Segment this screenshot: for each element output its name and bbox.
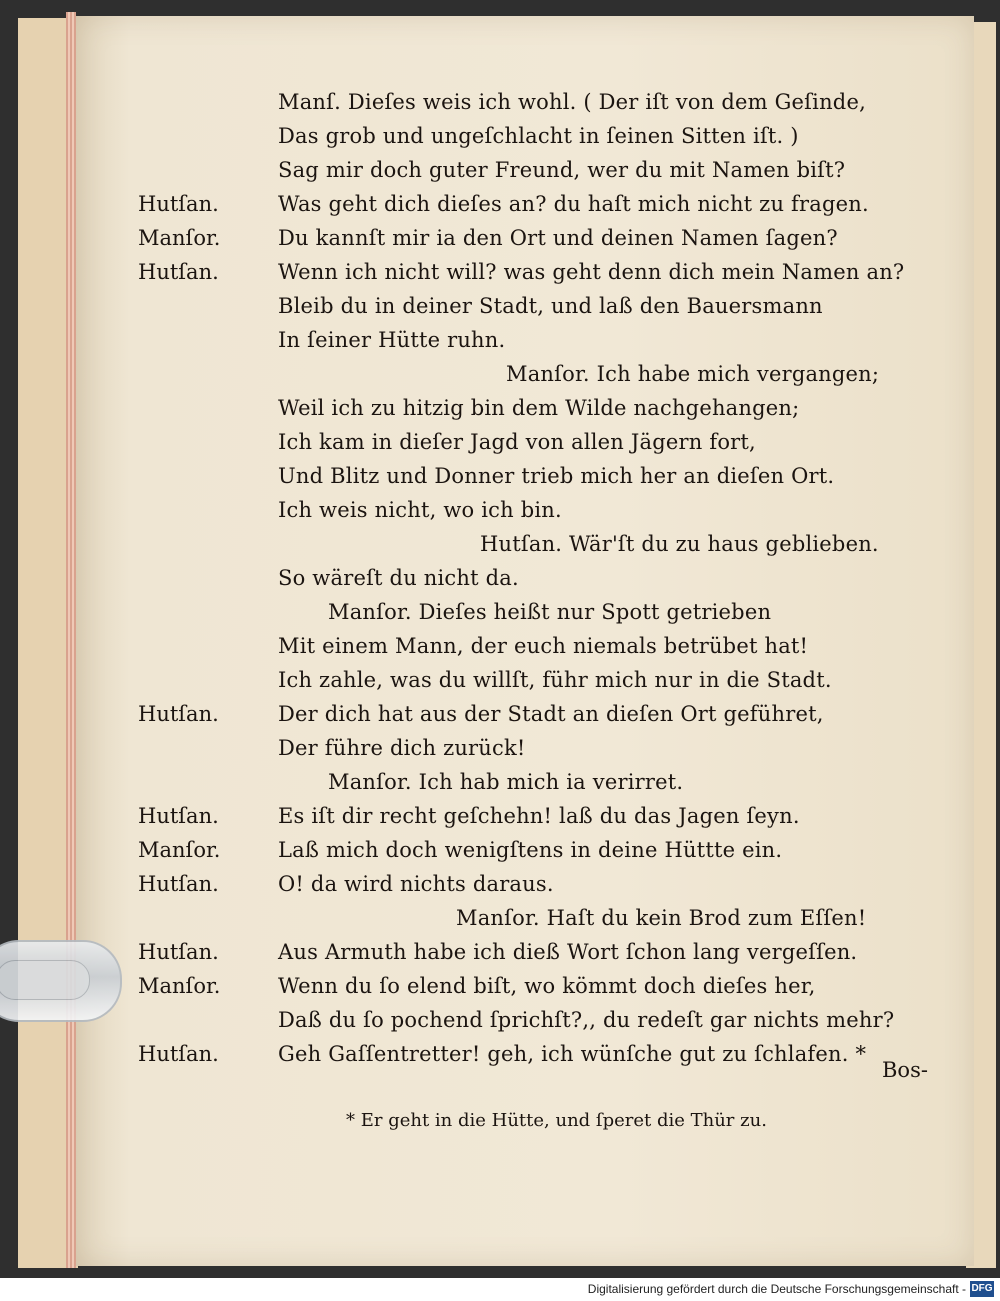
verse-line: Geh Gaſſentretter! geh, ich wünſche gut zu ſchlafen. * xyxy=(278,1042,867,1066)
verse-line: Das grob und ungeſchlacht in ſeinen Sitten iſt. ) xyxy=(278,124,799,148)
page-edges xyxy=(66,12,76,1268)
dfg-credit: Digitalisierung gefördert durch die Deutsche Forschungsgemeinschaft - xyxy=(587,1282,966,1296)
speaker-label: Manſor. xyxy=(138,838,221,862)
verse-line: Sag mir doch guter Freund, wer du mit Namen biſt? xyxy=(278,158,846,182)
verse-line: Manſor. Dieſes heißt nur Spott getrieben xyxy=(328,600,772,624)
speaker-label: Hutſan. xyxy=(138,940,219,964)
verse-line: So wäreſt du nicht da. xyxy=(278,566,519,590)
verse-line: Der dich hat aus der Stadt an dieſen Ort geführet, xyxy=(278,702,824,726)
catchword: Bos- xyxy=(882,1058,928,1082)
footnote: * Er geht in die Hütte, und ſperet die Thür zu. xyxy=(346,1110,767,1131)
speaker-label: Hutſan. xyxy=(138,192,219,216)
verse-line: Ich zahle, was du willſt, führ mich nur in die Stadt. xyxy=(278,668,832,692)
speaker-label: Hutſan. xyxy=(138,260,219,284)
verse-line: Manſor. Ich hab mich ia verirret. xyxy=(328,770,684,794)
speaker-label: Hutſan. xyxy=(138,872,219,896)
verse-line: Ich weis nicht, wo ich bin. xyxy=(278,498,562,522)
verse-line: Du kannſt mir ia den Ort und deinen Namen ſagen? xyxy=(278,226,838,250)
speaker-label: Hutſan. xyxy=(138,702,219,726)
speaker-label: Hutſan. xyxy=(138,804,219,828)
verse-line: Weil ich zu hitzig bin dem Wilde nachgehangen; xyxy=(278,396,800,420)
speaker-label: Manſor. xyxy=(138,974,221,998)
verse-line: Wenn du ſo elend biſt, wo kömmt doch dieſes her, xyxy=(278,974,816,998)
verse-line: Bleib du in deiner Stadt, und laß den Bauersmann xyxy=(278,294,823,318)
verse-line: Und Blitz und Donner trieb mich her an dieſen Ort. xyxy=(278,464,835,488)
page-clip xyxy=(0,940,122,1022)
verse-line: Was geht dich dieſes an? du haſt mich nicht zu fragen. xyxy=(278,192,869,216)
dfg-logo: DFG xyxy=(970,1281,994,1297)
verse-line: Manſor. Ich habe mich vergangen; xyxy=(506,362,880,386)
speaker-label: Hutſan. xyxy=(138,1042,219,1066)
verse-line: Manſor. Haſt du kein Brod zum Eſſen! xyxy=(456,906,867,930)
speaker-label: Manſor. xyxy=(138,226,221,250)
book-page xyxy=(76,16,974,1266)
verse-line: Wenn ich nicht will? was geht denn dich mein Namen an? xyxy=(278,260,905,284)
verse-line: Es iſt dir recht geſchehn! laß du das Jagen ſeyn. xyxy=(278,804,800,828)
verse-line: Hutſan. Wär'ſt du zu haus geblieben. xyxy=(480,532,879,556)
verse-line: Laß mich doch wenigſtens in deine Hüttte ein. xyxy=(278,838,783,862)
footer-bar xyxy=(0,1278,1000,1301)
verse-line: Der führe dich zurück! xyxy=(278,736,526,760)
verse-line: Manſ. Dieſes weis ich wohl. ( Der iſt von dem Geſinde, xyxy=(278,90,866,114)
verse-line: O! da wird nichts daraus. xyxy=(278,872,554,896)
verse-line: Daß du ſo pochend ſprichſt?,, du redeſt gar nichts mehr? xyxy=(278,1008,895,1032)
verse-line: Ich kam in dieſer Jagd von allen Jägern fort, xyxy=(278,430,756,454)
verse-line: Aus Armuth habe ich dieß Wort ſchon lang vergeſſen. xyxy=(278,940,858,964)
verse-line: In ſeiner Hütte ruhn. xyxy=(278,328,506,352)
verse-line: Mit einem Mann, der euch niemals betrübet hat! xyxy=(278,634,809,658)
